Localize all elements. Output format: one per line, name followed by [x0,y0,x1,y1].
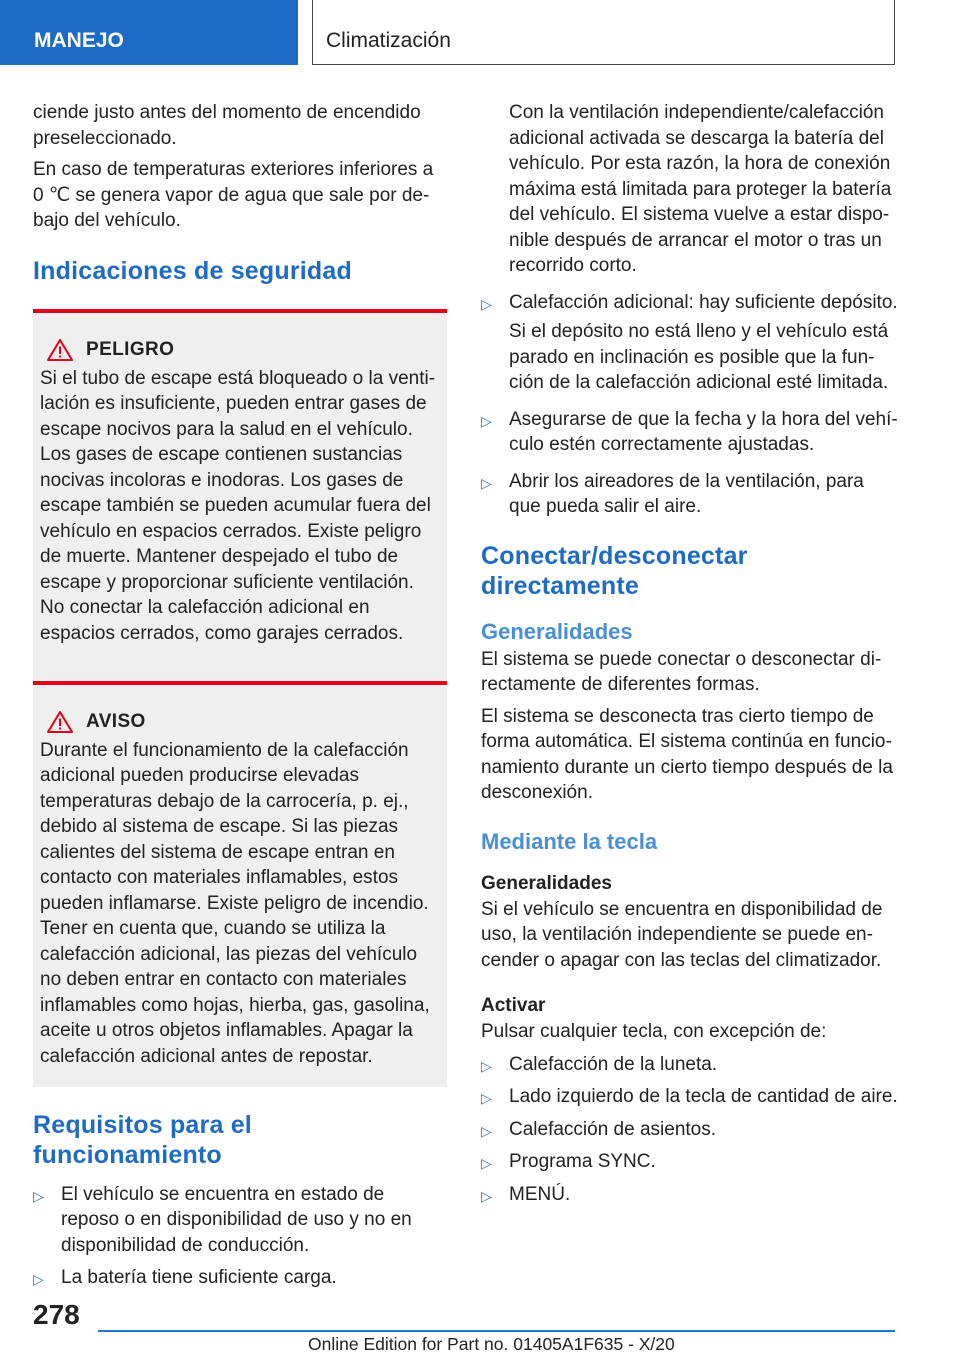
notice-box [33,681,447,1087]
subheading-activate: Activar [481,995,546,1016]
footer-divider [98,1330,895,1332]
page-title: Climatización [312,0,895,65]
heading-requirements: Requisitos para el funcionamiento [33,1110,252,1169]
triangle-bullet-icon: ▷ [481,1057,492,1074]
activate-paragraph: Pulsar cualquier tecla, con excepción de: [481,1021,827,1042]
left-column [33,100,447,1298]
list-item: ▷ El vehículo se encuentra en estado de reposo o en disponibilidad de uso y no en disponibilidad de conducción. [33,1183,412,1256]
warning-triangle-icon [46,710,74,734]
triangle-bullet-icon: ▷ [481,1155,492,1171]
list-item: ▷ Calefacción de asientos. [481,1117,898,1143]
triangle-bullet-icon: ▷ [481,1122,492,1139]
list-item: ▷ Asegurarse de que la fecha y la hora del vehículo estén correctamente ajustadas. [481,408,898,455]
intro-paragraph-1: ciende justo antes del momento de encendido preseleccionado. [33,102,421,149]
conditions-list [481,290,898,316]
triangle-bullet-icon: ▷ [33,1271,44,1287]
list-item: ▷ Calefacción de la luneta. [481,1052,898,1078]
danger-title: PELIGRO [86,338,175,360]
general-paragraph-2: El sistema se desconecta tras cierto tiempo de forma automática. El sistema continúa en funcionamiento durante un cierto tiempo después de la desconexión. [481,705,893,803]
triangle-bullet-icon: ▷ [33,1187,44,1204]
notice-title: AVISO [86,710,146,732]
list-item: ▷ MENÚ. [481,1182,898,1208]
exceptions-list [481,1052,898,1208]
danger-title-row [40,338,437,362]
subheading-general: Generalidades [481,872,612,894]
footer-edition: Online Edition for Part no. 01405A1F635 - X/20 [308,1334,675,1354]
danger-text: Si el tubo de escape está bloqueado o la ventilación es insuficiente, pueden entrar gases de escape nocivos para la salud en el vehículo. Los gases de escape contienen sustancias nocivas incoloras e inodoras. Los gases de escape también se pueden acumular fuera del vehículo en espacios cerrados. Existe peligro de muerte. Mantener despejado el tubo de escape y proporcionar suficiente ventilación. No conectar la calefacción adicional en espacios cerrados, como garajes cerrados. [40,367,436,644]
bullet-subparagraph: Si el depósito no está lleno y el vehículo está parado en inclinación es posible que la función de la calefacción adicional esté limitada. [509,321,889,393]
list-item: ▷ Calefacción adicional: hay suficiente depósito. [481,290,898,316]
general-paragraph-1: El sistema se puede conectar o desconectar directamente de diferentes formas. [481,648,882,695]
triangle-bullet-icon: ▷ [481,1090,492,1106]
list-item: ▷ Programa SYNC. [481,1149,898,1175]
warning-triangle-icon [46,338,74,362]
heading-key: Mediante la tecla [481,828,658,854]
heading-general: Generalidades [481,618,633,644]
notice-text: Durante el funcionamiento de la calefacción adicional pueden producirse elevadas temperaturas debajo de la carrocería, p. ej., debido al sistema de escape. Si las piezas calientes del sistema de escape entran en contacto con materiales inflamables, estos pueden inflamarse. Existe peligro de incendio. Tener en cuenta que, cuando se utiliza la calefacción adicional, las piezas del vehículo no deben entrar en contacto con materiales inflamables como hojas, hierba, gas, gasolina, aceite u otros objetos inflamables. Apagar la calefacción adicional antes de repostar. [40,739,430,1067]
list-item: ▷ La batería tiene suficiente carga. [33,1265,447,1291]
section-tab: MANEJO [0,0,298,65]
danger-box [33,309,447,681]
triangle-bullet-icon: ▷ [481,412,492,429]
requirements-list [33,1182,447,1291]
heading-safety: Indicaciones de seguridad [33,256,352,285]
intro-paragraph-2: En caso de temperaturas exteriores inferiores a 0 ℃ se genera vapor de agua que sale por debajo del vehículo. [33,159,434,231]
notice-title-row [40,710,437,734]
key-paragraph: Si el vehículo se encuentra en disponibilidad de uso, la ventilación independiente se puede encender o apagar con las teclas del climatizador. [481,898,883,971]
conditions-list-2 [481,407,898,520]
list-item: ▷ Abrir los aireadores de la ventilación, para que pueda salir el aire. [481,470,864,517]
list-item: ▷ Lado izquierdo de la tecla de cantidad de aire. [481,1084,898,1110]
triangle-bullet-icon: ▷ [481,1187,492,1204]
triangle-bullet-icon: ▷ [481,295,492,312]
continuation-paragraph: Con la ventilación independiente/calefacción adicional activada se descarga la batería del vehículo. Por esta razón, la hora de conexión máxima está limitada para proteger la batería del vehículo. El sistema vuelve a estar disponible después de arrancar el motor o tras un recorrido corto. [509,102,892,276]
right-column [481,100,898,1214]
triangle-bullet-icon: ▷ [481,474,492,491]
page-number: 278 [33,1299,80,1330]
heading-connect: Conectar/desconectar directamente [481,541,748,600]
